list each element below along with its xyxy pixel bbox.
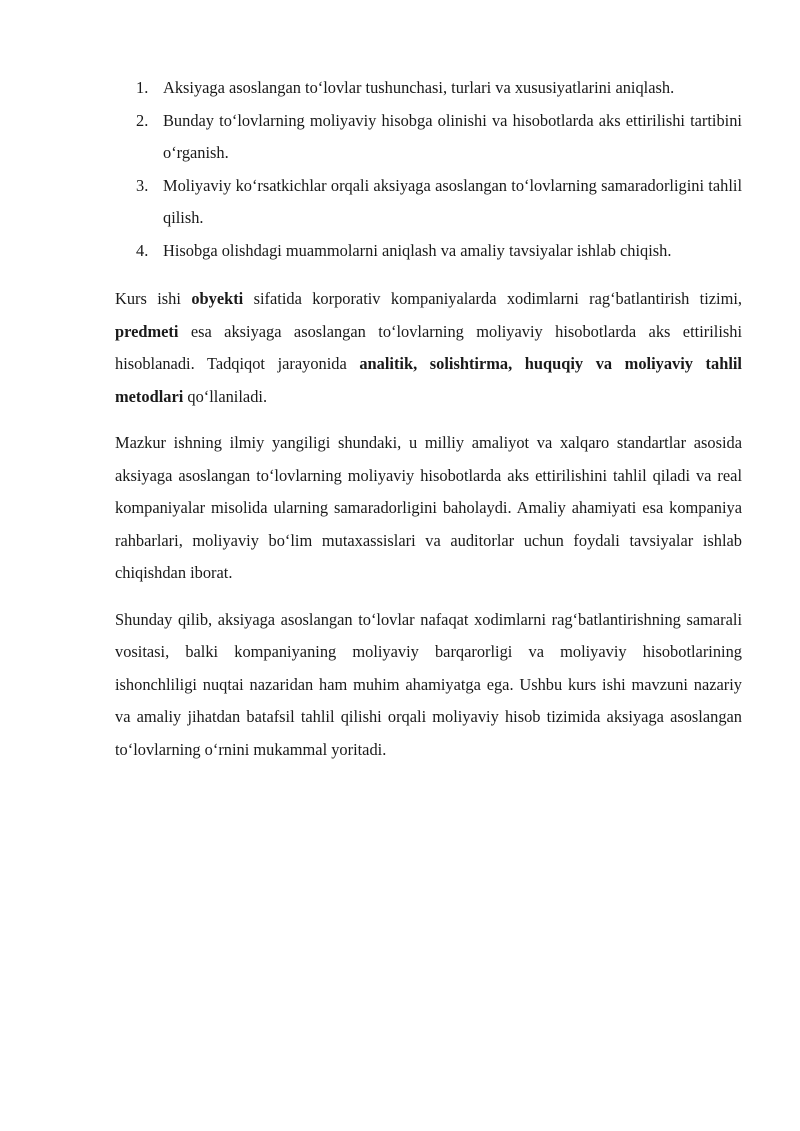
- text-run: esa aksiyaga asoslangan to‘lovlarning moliyaviy hisobotlarda aks ettirilishi hisoblanadi. Tadqiqot jarayonida: [115, 321, 742, 373]
- conclusion-paragraph: Shunday qilib, aksiyaga asoslangan to‘lovlar nafaqat xodimlarni rag‘batlantirishning samarali vositasi, balki kompaniyaning moliyaviy barqarorligi va moliyaviy hisobotlarining ishonchliligi nuqtai nazaridan ham muhim ahamiyatga ega. Ushbu kurs ishi mavzuni nazariy va amaliy jihatdan batafsil tahlil qilishi orqali moliyaviy hisob tizimida aksiyaga asoslangan to‘lovlarning o‘rnini mukammal yoritadi.: [115, 609, 742, 759]
- text-run: qo‘llaniladi.: [183, 386, 268, 406]
- list-number: 4.: [136, 240, 149, 260]
- bold-term-subject: predmeti: [115, 321, 179, 341]
- list-item: [136, 72, 742, 105]
- novelty-paragraph: Mazkur ishning ilmiy yangiligi shundaki, u milliy amaliyot va xalqaro standartlar asosida aksiyaga asoslangan to‘lovlarning moliyaviy hisobotlarda aks ettirilishini tahlil qiladi va real kompaniyalar misolida ularning samaradorligini baholaydi. Amaliy ahamiyati esa kompaniya rahbarlari, moliyaviy bo‘lim mutaxassislari va auditorlar uchun foydali tavsiyalar ishlab chiqishdan iborat.: [115, 433, 742, 582]
- text-run: Kurs ishi: [115, 289, 192, 308]
- objectives-list: [115, 72, 742, 267]
- bold-term-object: obyekti: [191, 289, 244, 308]
- list-item: [136, 170, 742, 235]
- list-number: 1.: [136, 78, 149, 97]
- bold-term-methods: analitik, solishtirma, huquqiy va moliyaviy tahlil metodlari: [115, 354, 742, 406]
- list-number: 3.: [136, 175, 149, 195]
- document-page: [115, 72, 742, 766]
- list-item-text: Aksiyaga asoslangan to‘lovlar tushunchasi, turlari va xususiyatlarini aniqlash.: [163, 78, 675, 97]
- list-item: [136, 235, 742, 268]
- text-run: sifatida korporativ kompaniyalarda xodimlarni rag‘batlantirish tizimi,: [243, 289, 742, 308]
- list-item-text: Hisobga olishdagi muammolarni aniqlash va amaliy tavsiyalar ishlab chiqish.: [163, 240, 672, 260]
- object-subject-paragraph: [115, 283, 742, 413]
- list-item-text: Bunday to‘lovlarning moliyaviy hisobga olinishi va hisobotlarda aks ettirilishi tartibini o‘rganish.: [163, 110, 742, 162]
- list-number: 2.: [136, 110, 149, 130]
- list-item-text: Moliyaviy ko‘rsatkichlar orqali aksiyaga asoslangan to‘lovlarning samaradorligini tahlil qilish.: [163, 175, 742, 227]
- list-item: [136, 105, 742, 170]
